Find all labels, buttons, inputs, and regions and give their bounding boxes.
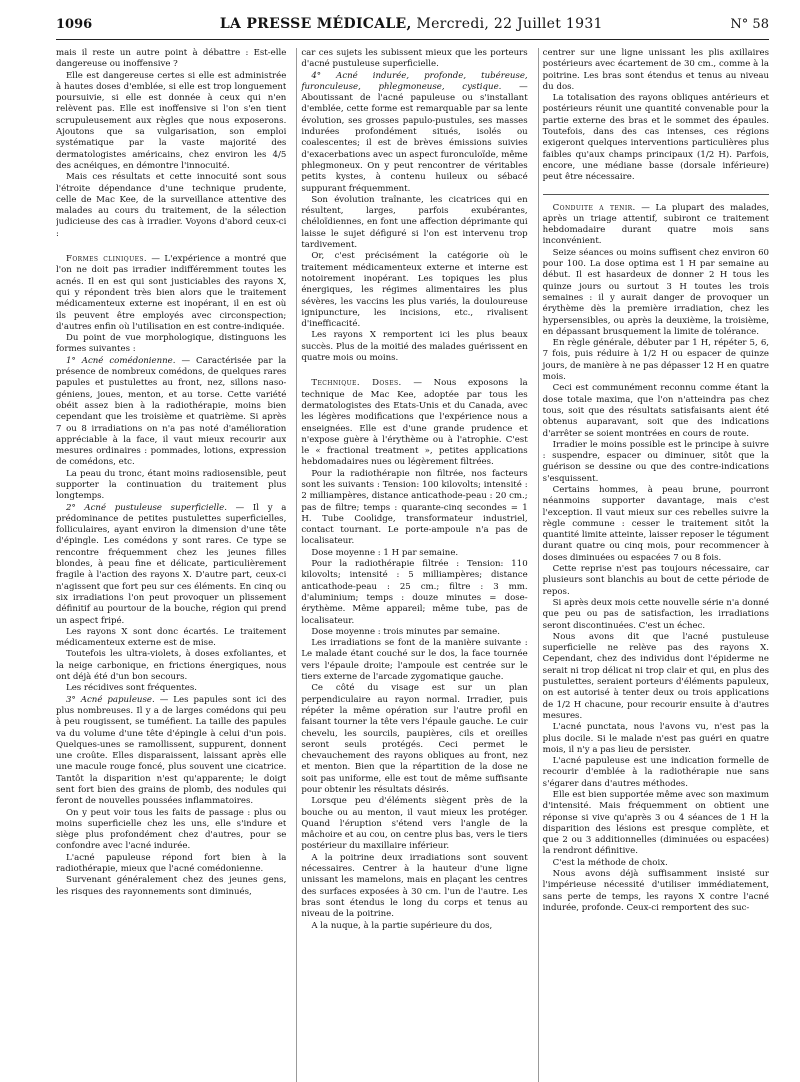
paragraph: Les récidives sont fréquentes. — [66, 683, 198, 694]
column-3 — [538, 48, 769, 1082]
issue-date: Mercredi, 22 Juillet 1931 — [416, 16, 603, 32]
paragraph: Les rayons X sont donc écartés. Le traitement médicamenteux externe est de mise. — [56, 626, 287, 649]
paragraph: Certains hommes, à peau brune, pourront néanmoins supporter davantage, mais c'est l'exception. Il vaut mieux sur ces rebelles suivre la règle commune : cesser le traitement sitôt la quantité limite atteinte, laisser reposer le tégument durant quatre ou cinq mois, pour recommencer à doses diminuées ou espacées 7 ou 8 fois. — [542, 484, 770, 563]
subsection-heading: 2° Acné pustuleuse superficielle. — [66, 502, 227, 513]
paragraph: 4° Acné indurée, profonde, tubéreuse, furonculeuse, phlegmoneuse, cystique. — Aboutissant de l'acné papuleuse ou s'installant d'emblée, cette forme est remarquable par sa lente évolution, ses grosses papulo-pustules, ses masses indurées profondément situés, isolés ou coalescentes; il est de brèves émissions suivies d'exacerbations avec un aspect furonculoïde, même phlegmoneux. On y peut rencontrer de véritables petits kystes, à contenu huileux ou sébacé suppurant fréquemment. — [301, 70, 528, 194]
page-header — [56, 16, 769, 40]
journal-name: LA PRESSE MÉDICALE, — [219, 16, 412, 32]
issue-number: N° 58 — [730, 17, 769, 32]
paragraph: Pour la radiothérapie non filtrée, nos facteurs sont les suivants : Tension: 100 kilovolts; intensité : 2 milliampères, distance anticathode-peau : 20 cm.; pas de filtre; temps : quarante-cinq secondes = 1 H. Tube Coolidge, transformateur industriel, contact tournant. Le porte-ampoule n'a pas de localisateur. — [301, 468, 528, 547]
paragraph: Ce côté du visage est sur un plan perpendiculaire au rayon normal. Irradier, puis répéter la même opération sur l'autre profil en faisant tourner la tête vers l'épaule gauche. Le cuir chevelu, les sourcils, paupières, cils et oreilles seront seuls protégés. Ceci permet le chevauchement des rayons obliques au front, nez et menton. Bien que la répartition de la dose ne soit pas uniforme, elle est tout de même suffisante pour obtenir les résultats désirés. — [301, 683, 528, 795]
paragraph: L'acné papuleuse est une indication formelle de recourir d'emblée à la radiothérapie nue sans s'égarer dans d'autres méthodes. — [542, 756, 770, 789]
subsection-heading: 4° Acné indurée, profonde, tubéreuse, furonculeuse, phlegmoneuse, cystique. — [301, 70, 528, 92]
paragraph: L'acné punctata, nous l'avons vu, n'est pas la plus docile. Si le malade n'est pas guéri en quatre mois, il n'y a pas lieu de persister. — [542, 722, 770, 755]
paragraph: Elle est bien supportée même avec son maximum d'intensité. Mais fréquemment on obtient une réponse si vive qu'après 3 ou 4 séances de 1 H la disparition des lésions est presque complète, et que 2 ou 3 additionnelles (diminuées ou espacées) la rendront définitive. — [542, 790, 770, 857]
paragraph: car ces sujets les subissent mieux que les porteurs d'acné pustuleuse superficielle. — [301, 48, 528, 70]
paragraph: Formes cliniques. — L'expérience a montré que l'on ne doit pas irradier indifféremment toutes les acnés. Il en est qui sont justiciables des rayons X, qui y répondent très bien alors que le traitement médicamenteux externe est inopérant, il en est où ils peuvent être employés avec circonspection; d'autres enfin où l'utilisation en est contre-indiquée. — [56, 254, 287, 332]
paragraph: C'est la méthode de choix. — [552, 857, 668, 868]
subsection-heading: 3° Acné papuleuse. — [66, 694, 155, 705]
paragraph: A la nuque, à la partie supérieure du dos, — [311, 920, 493, 931]
paragraph: Du point de vue morphologique, distinguons les formes suivantes : — [56, 333, 287, 355]
paragraph: La totalisation des rayons obliques antérieurs et postérieurs réunit une quantité convenable pour la partie externe des bras et le sommet des épaules. Toutefois, dans des cas intenses, ces régions exigeront quelques interventions particulières plus faibles qu'aux champs principaux (1/2 H). Parfois, encore, une médiane basse (dorsale inférieure) peut être nécessaire. — [542, 93, 770, 183]
paragraph: L'acné papuleuse répond fort bien à la radiothérapie, mieux que l'acné comédonienne. — [56, 852, 287, 875]
paragraph: A la poitrine deux irradiations sont souvent nécessaires. Centrer à la hauteur d'une ligne unissant les mamelons, mais en plaçant les centres des surfaces exposées à 30 cm. l'un de l'autre. Les bras sont étendus le long du corps et tenus au niveau de la poitrine. — [301, 852, 528, 920]
paragraph: Les rayons X remportent ici les plus beaux succès. Plus de la moitié des malades guérissent en quatre mois ou moins. — [301, 330, 528, 364]
paragraph: Technique. Doses. — Nous exposons la technique de Mac Kee, adoptée par tous les dermatologistes des Etats-Unis et du Canada, avec les légères modifications que l'expérience nous a enseignées. Elle est d'une grande prudence et n'expose guère à l'érythème ou à l'atrophie. C'est le « fractional treatment », petites applications hebdomadaires nues ou légèrement filtrées. — [301, 378, 528, 468]
column-1 — [56, 48, 286, 1082]
paragraph: 2° Acné pustuleuse superficielle. — Il y a prédominance de petites pustulettes superficielles, folliculaires, ayant environ la dimension d'une tête d'épingle. Les comédons y sont rares. Ce type se rencontre fréquemment chez les jeunes filles blondes, à peau fine et délicate, particulièrement fragile à l'action des rayons X. D'autre part, ceux-ci n'agissent que fort peu sur ces éléments. En cinq ou six irradiations l'on peut provoquer un plissement définitif au pourtour de la bouche, région qui prend un aspect fripé. — [56, 502, 287, 626]
paragraph: Pour la radiothérapie filtrée : Tension: 110 kilovolts; intensité : 5 milliampères; distance anticathode-peau : 25 cm.; filtre : 3 mm. d'aluminium; temps : douze minutes = dose-érythème. Même appareil; même tube, pas de localisateur. — [301, 559, 528, 626]
paragraph: Son évolution traînante, les cicatrices qui en résultent, larges, parfois exubérantes, chéloïdiennes, en font une affection déprimante qui laisse le sujet défiguré si l'on est intervenu trop tardivement. — [301, 194, 528, 251]
paragraph: Seize séances ou moins suffisent chez environ 60 pour 100. La dose optima est 1 H par semaine au début. Il est hasardeux de donner 2 H tous les quinze jours ou surtout 3 H toutes les trois semaines : il y aurait danger de provoquer un érythème dès la première irradiation, chez les hypersensibles, ou après la deuxième, la troisième, en dépassant brusquement la limite de tolérance. — [542, 247, 770, 337]
paragraph: Nous avons déjà suffisamment insisté sur l'impérieuse nécessité d'utiliser immédiatement, sans perte de temps, les rayons X contre l'acné indurée, profonde. Ceux-ci remportent des suc- — [542, 869, 770, 913]
paragraph: Si après deux mois cette nouvelle série n'a donné que peu ou pas de satisfaction, les irradiations seront discontinuées. C'est un échec. — [542, 597, 770, 631]
paragraph: Cette reprise n'est pas toujours nécessaire, car plusieurs sont blanchis au bout de cette période de repos. — [542, 564, 770, 597]
paragraph: Dose moyenne : trois minutes par semaine. — [311, 626, 501, 637]
paragraph: Survenant généralement chez des jeunes gens, les risques des rayonnements sont diminués, — [56, 875, 287, 897]
paragraph: Or, c'est précisément la catégorie où le traitement médicamenteux externe et interne est notoirement inopérant. Les topiques les plus énergiques, les régimes alimentaires les plus sévères, les vaccins les plus variés, la douloureuse ignipuncture, les incisions, etc., rivalisent d'inefficacité. — [301, 251, 528, 330]
paragraph: 3° Acné papuleuse. — Les papules sont ici des plus nombreuses. Il y a de larges comédons qui peu à peu rougissent, se tuméfient. La taille des papules va du volume d'une tête d'épingle à celui d'un pois. Quelques-unes se ramollissent, suppurent, donnent une croûte. Elles disparaissent, laissant après elle une macule rouge foncé, plus souvent une cicatrice. Tantôt la disparition n'est qu'apparente; le doigt sent fort bien des grains de plomb, des nodules qui feront de nouvelles poussées inflammatoires. — [56, 694, 287, 807]
paragraph: Mais ces résultats et cette innocuité sont sous l'étroite dépendance d'une technique prudente, celle de Mac Kee, de la surveillance attentive des malades au cours du traitement, de la sélection judicieuse des cas à irradier. Voyons d'abord ceux-ci : — [56, 172, 287, 239]
paragraph: En règle générale, débuter par 1 H, répéter 5, 6, 7 fois, puis réduire à 1/2 H ou espacer de quinze jours, de manière à ne pas dépasser 12 H en quatre mois. — [542, 338, 770, 383]
paragraph: Irradier le moins possible est le principe à suivre : suspendre, espacer ou diminuer, sitôt que la guérison se dessine ou que des contre-indications s'esquissent. — [542, 439, 770, 484]
header-title — [220, 16, 603, 32]
paragraph: Toutefois les ultra-violets, à doses exfoliantes, et la neige carbonique, en frictions énergiques, nous ont déjà été d'un bon secours. — [56, 649, 287, 683]
paragraph: On y peut voir tous les faits de passage : plus ou moins superficielle chez les uns, elle s'indure et siège plus profondément chez d'autres, pour se confondre avec l'acné indurée. — [56, 807, 287, 852]
page-number: 1096 — [56, 17, 93, 32]
subsection-heading: 1° Acné comédonienne. — [66, 355, 176, 366]
paragraph: 1° Acné comédonienne. — Caractérisée par la présence de nombreux comédons, de quelques rares papules et pustulettes au front, nez, sillons naso-géniens, joues, menton, et au torse. Cette variété obéit assez bien à la radiothérapie, moins bien cependant que les troisième et quatrième. Si après 7 ou 8 irradiations on n'a pas noté d'amélioration appréciable à la face, il vaut mieux recourir aux mesures ordinaires : pommades, lotions, expression de comédons, etc. — [56, 355, 287, 468]
paragraph: mais il reste un autre point à débattre : Est-elle dangereuse ou inoffensive ? — [56, 48, 287, 70]
paragraph: Dose moyenne : 1 H par semaine. — [311, 547, 459, 558]
section-heading: Conduite a tenir. — [552, 202, 636, 213]
section-heading: Formes cliniques. — [66, 254, 147, 265]
paragraph: Ceci est communément reconnu comme étant la dose totale maxima, que l'on n'atteindra pas chez tous, soit que des résultats satisfaisants aient été obtenus auparavant, soit que des indications d'arrêter se soient montrées en cours de route. — [542, 383, 770, 439]
column-2 — [296, 48, 527, 1082]
section-divider — [543, 194, 769, 195]
paragraph: centrer sur une ligne unissant les plis axillaires postérieurs avec écartement de 30 cm., comme à la poitrine. Les bras sont étendus et tenus au niveau du dos. — [542, 48, 770, 92]
paragraph: Nous avons dit que l'acné pustuleuse superficielle ne relève pas des rayons X. Cependant, chez des individus dont l'épiderme ne serait ni trop délicat ni trop clair et qui, en plus des pustulettes, seraient porteurs d'éléments papuleux, on est autorisé à tenter deux ou trois applications de 1/2 H chacune, pour recourir ensuite à d'autres mesures. — [542, 631, 770, 721]
article-columns — [56, 48, 769, 1082]
paragraph: Conduite a tenir. — La plupart des malades, après un triage attentif, subiront ce traitement hebdomadaire durant quatre mois sans inconvénient. — [542, 202, 770, 247]
paragraph: Elle est dangereuse certes si elle est administrée à hautes doses d'emblée, si elle est trop longuement poursuivie, si elle est donnée à ceux qui n'en relèvent pas. Elle est inoffensive si l'on s'en tient scrupuleusement aux règles que nous exposerons. Ajoutons que sa vulgarisation, son emploi systématique par la vaste majorité des dermatologistes américains, chez environ les 4/5 des acnéiques, en démontre l'innocuité. — [56, 70, 287, 171]
paragraph: La peau du tronc, étant moins radiosensible, peut supporter la continuation du traitement plus longtemps. — [56, 468, 287, 502]
paragraph: Lorsque peu d'éléments siègent près de la bouche ou au menton, il vaut mieux les protéger. Quand l'éruption s'étend vers l'angle de la mâchoire et au cou, on centre plus bas, vers le tiers postérieur du maxillaire inférieur. — [301, 796, 528, 852]
paragraph: Les irradiations se font de la manière suivante : Le malade étant couché sur le dos, la face tournée vers l'épaule droite; l'ampoule est centrée sur le tiers externe de l'arcade zygomatique gauche. — [301, 638, 528, 683]
section-heading: Technique. Doses. — [311, 378, 402, 389]
